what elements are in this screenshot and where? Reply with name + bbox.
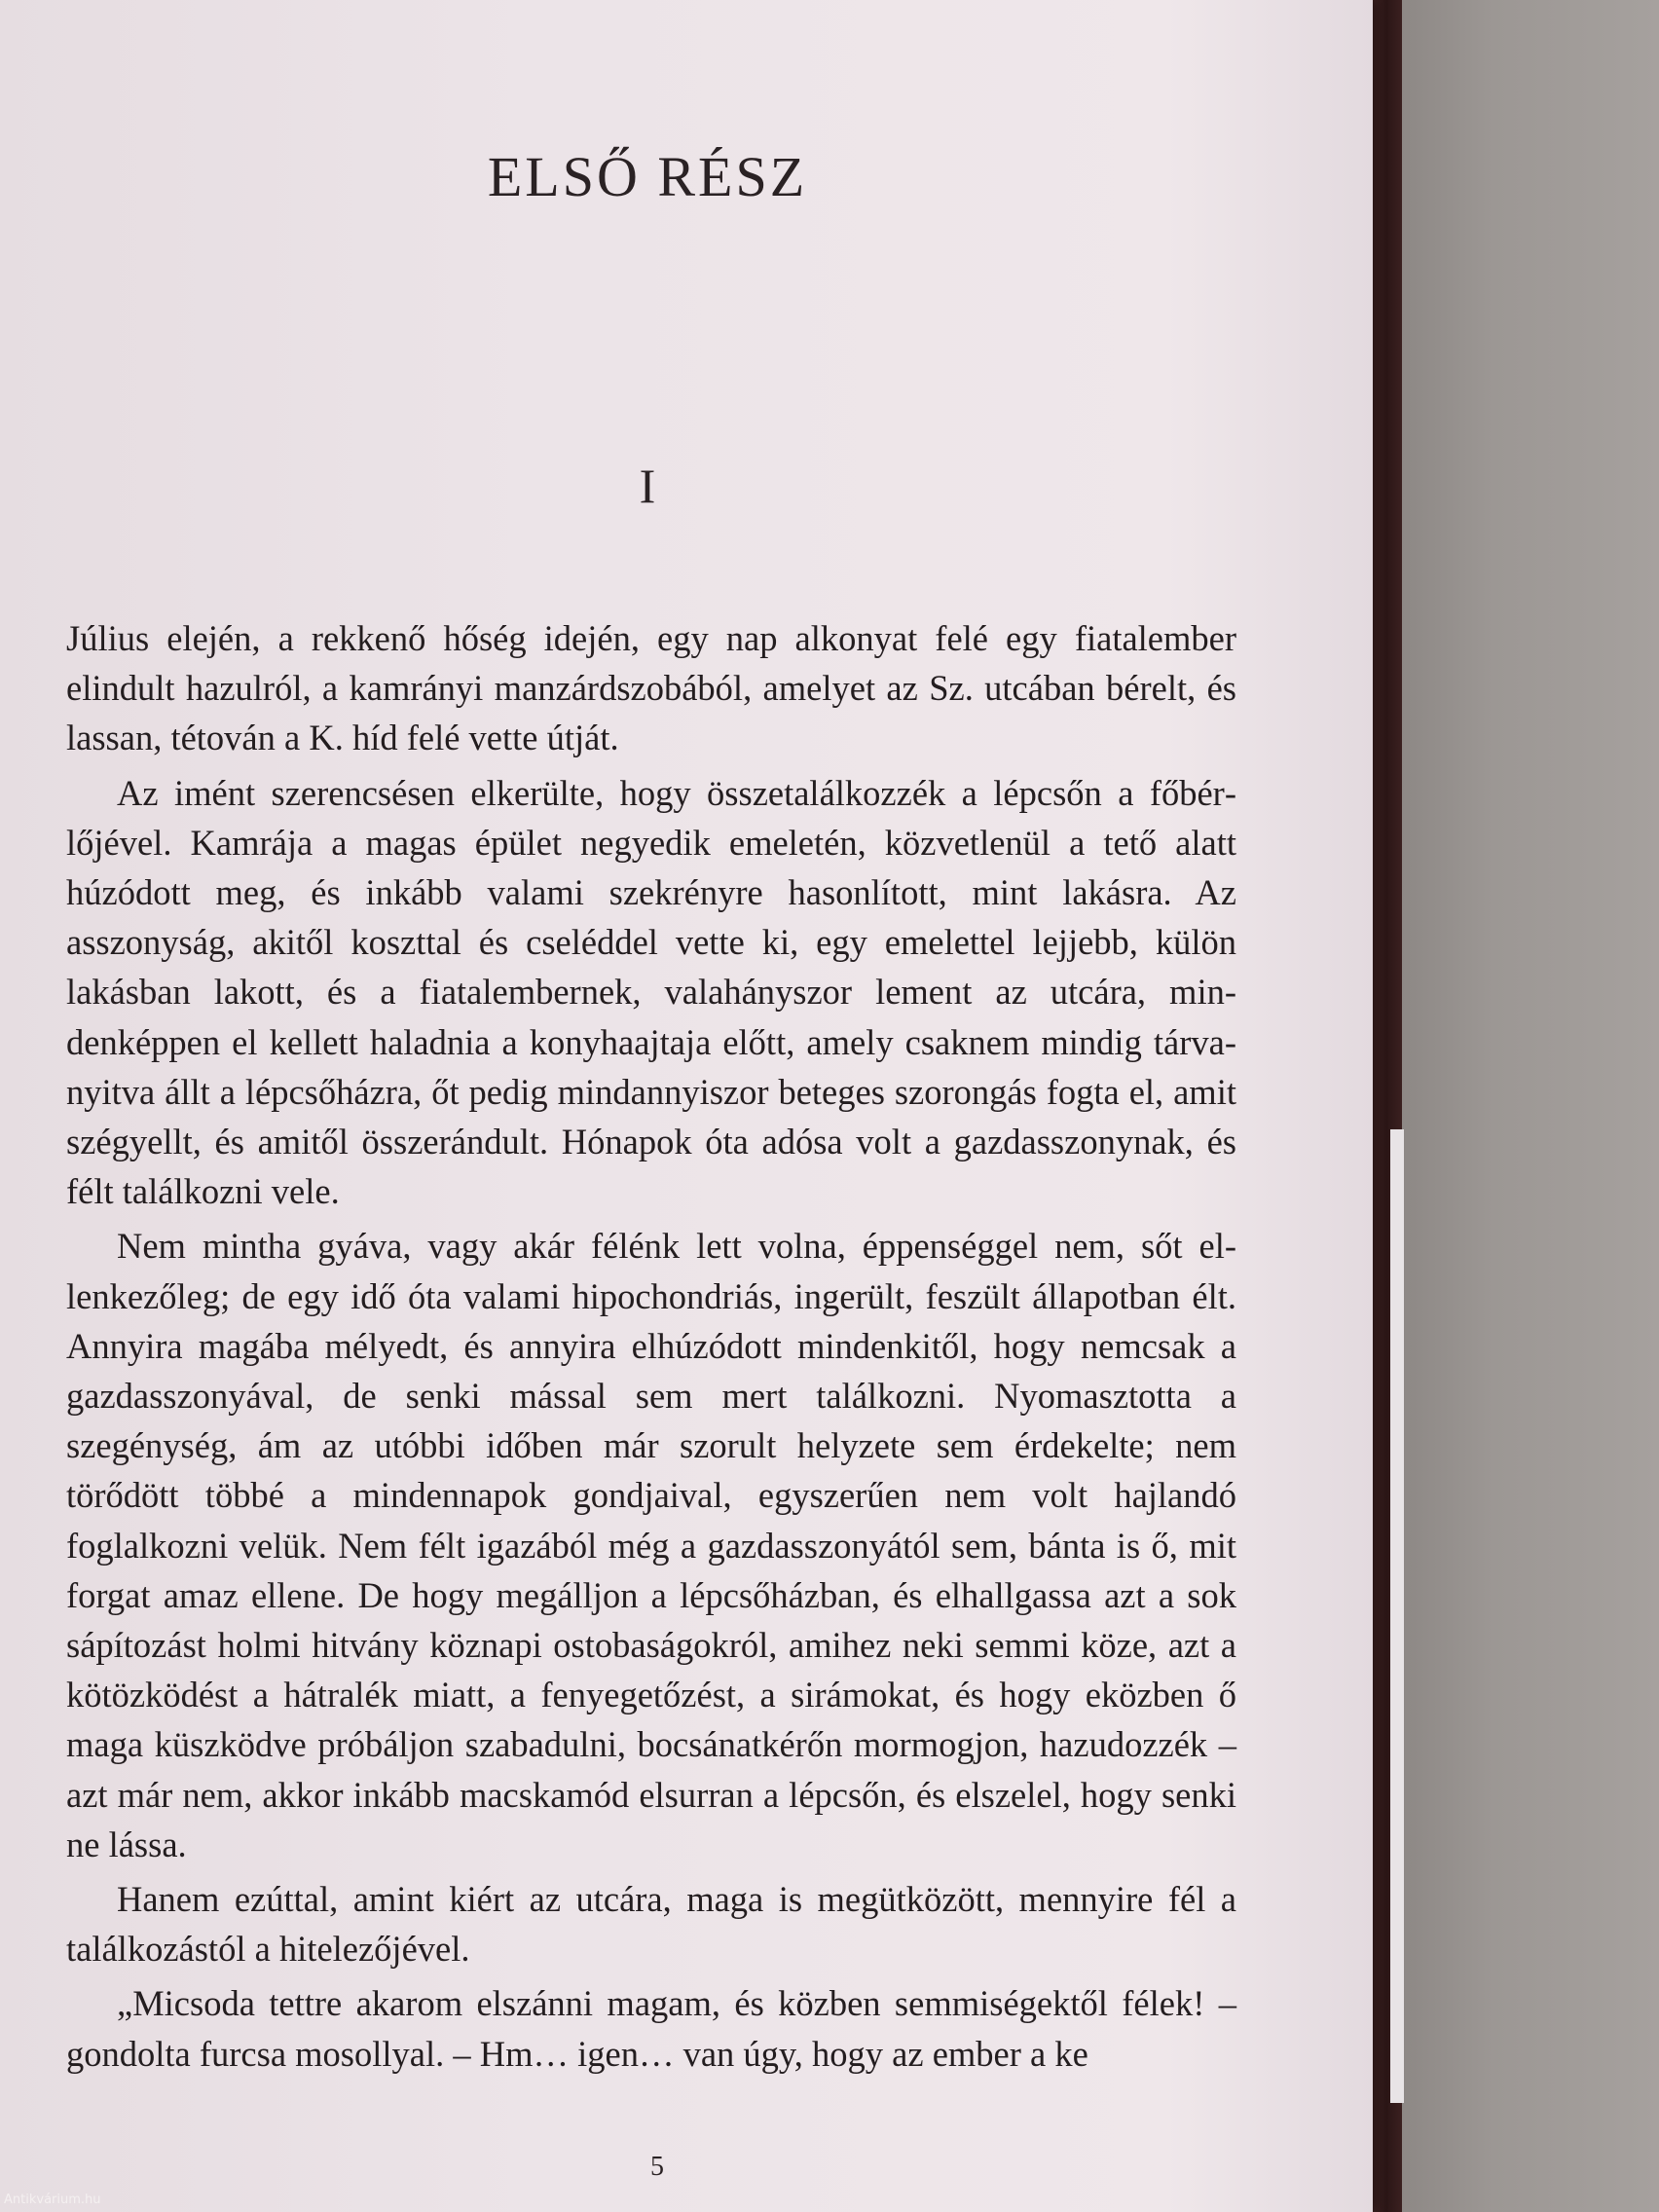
body-text xyxy=(66,613,1236,2083)
part-title: ELSŐ RÉSZ xyxy=(487,145,808,208)
watermark: Antikvárium.hu xyxy=(4,2193,101,2207)
paragraph-5: „Micsoda tettre akarom elszánni magam, és közben semmiségektől félek! – gondolta furcsa mosollyal. – Hm… igen… van úgy, hogy az ember a ke xyxy=(66,1983,1236,2074)
paragraph-1: Július elején, a rekkenő hőség idején, egy nap alkonyat felé egy fiatalember elindult hazulról, a kamrányi manzárdszobából, amelyet az Sz. utcában bérelt, és lassan, tétován a K. híd felé vette útját. xyxy=(66,618,1236,758)
paragraph-4: Hanem ezúttal, amint kiért az utcára, maga is megütközött, mennyire fél a találkozástól a hitelezőjével. xyxy=(66,1879,1236,1970)
chapter-number: I xyxy=(639,459,656,513)
background-surface xyxy=(1382,0,1659,2212)
paragraph-3: Nem mintha gyáva, vagy akár félénk lett volna, éppenséggel nem, sőt ellenkezőleg; de egy idő óta valami hipochondriás, ingerült, feszült állapotban élt. Annyira magába mélyedt, és annyira elhúzódott mindenkitől, hogy nemcsak a gazdasszonyával, de senki mással sem mert találkozni. Nyomasztotta a szegénység, ám az utóbbi időben már szorult helyzete sem érdekelte; nem törődött többé a mindennapok gondjaival, egyszerűen nem volt hajlandó foglalkozni velük. Nem félt igazából még a gazdasszonyától sem, bánta is ő, mit forgat amaz ellene. De hogy megálljon a lépcsőházban, és elhallgassa azt a sok sápítozást holmi hitvány köznapi ostobaságokról, amihez neki semmi köze, azt a kötözködést a hátralék miatt, a fenyegetőzést, a sirámokat, és hogy eközben ő maga küszködve próbáljon szabadulni, bocsánatkérőn mormogjon, hazudozzék – azt már nem, akkor inkább macskamód elsurran a lépcsőn, és elszelel, hogy senki ne lássa. xyxy=(66,1226,1236,1864)
spine-highlight xyxy=(1390,1129,1404,2103)
page-number: 5 xyxy=(650,2152,664,2182)
paragraph-2: Az imént szerencsésen elkerülte, hogy összetalálkozzék a lépcsőn a főbérlőjével. Kamrája a magas épület negyedik emeletén, közvetlenül a tető alatt húzódott meg, és inkább valami szekrényre hasonlított, mint lakásra. Az asszonyság, akitől koszttal és cseléddel vette ki, egy emelettel lejjebb, külön lakásban lakott, és a fiatalembernek, valahányszor lement az utcára, mindenképpen el kellett haladnia a konyhaajtaja előtt, amely csaknem mindig tárva-nyitva állt a lépcsőházra, őt pedig mindannyiszor beteges szorongás fogta el, amit szégyellt, és amitől összerándult. Hónapok óta adósa volt a gazdasszonynak, és félt találkozni vele. xyxy=(66,772,1236,1212)
